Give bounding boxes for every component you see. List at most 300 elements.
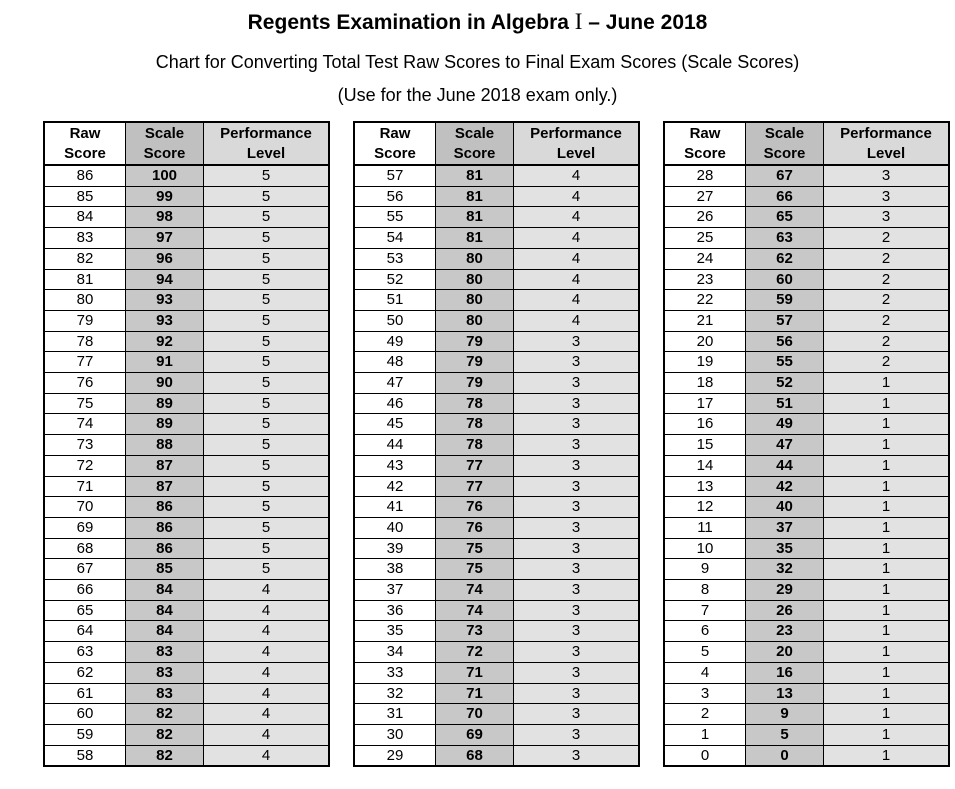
raw-score-cell: 29: [354, 745, 436, 766]
table-row: [664, 621, 949, 642]
scale-score-cell: 90: [126, 373, 204, 394]
table-row: [664, 745, 949, 766]
performance-level-cell: 2: [824, 331, 950, 352]
scale-score-cell: 72: [436, 642, 514, 663]
performance-level-cell: 5: [204, 248, 330, 269]
raw-score-cell: 55: [354, 207, 436, 228]
performance-level-cell: 3: [514, 724, 640, 745]
raw-score-cell: 39: [354, 538, 436, 559]
table-row: [354, 269, 639, 290]
raw-score-cell: 81: [44, 269, 126, 290]
table-row: [44, 414, 329, 435]
performance-level-header: [204, 122, 330, 165]
table-row: [664, 207, 949, 228]
performance-level-cell: 4: [204, 683, 330, 704]
scale-score-header: [436, 122, 514, 165]
table-row: [664, 290, 949, 311]
scale-score-cell: 97: [126, 228, 204, 249]
table-row: [44, 352, 329, 373]
performance-level-cell: 3: [514, 621, 640, 642]
table-row: [664, 310, 949, 331]
raw-score-cell: 84: [44, 207, 126, 228]
performance-level-cell: 1: [824, 621, 950, 642]
table-row: [44, 248, 329, 269]
performance-level-cell: 5: [204, 393, 330, 414]
scale-score-cell: 80: [436, 310, 514, 331]
performance-level-cell: 3: [514, 745, 640, 766]
performance-level-cell: 5: [204, 497, 330, 518]
table-row: [354, 621, 639, 642]
raw-score-cell: 1: [664, 724, 746, 745]
table-row: [44, 745, 329, 766]
table-row: [354, 186, 639, 207]
scale-score-cell: 82: [126, 724, 204, 745]
scale-score-cell: 42: [746, 476, 824, 497]
scale-score-cell: 77: [436, 455, 514, 476]
scale-score-cell: 68: [436, 745, 514, 766]
scale-score-cell: 83: [126, 662, 204, 683]
scale-score-cell: 76: [436, 517, 514, 538]
header-row: [44, 122, 329, 165]
raw-score-cell: 12: [664, 497, 746, 518]
table-row: [44, 331, 329, 352]
header-line: Score: [684, 144, 726, 162]
raw-score-cell: 6: [664, 621, 746, 642]
scale-score-cell: 88: [126, 435, 204, 456]
scale-score-cell: 100: [126, 165, 204, 186]
raw-score-cell: 77: [44, 352, 126, 373]
performance-level-cell: 5: [204, 352, 330, 373]
raw-score-cell: 44: [354, 435, 436, 456]
performance-level-cell: 4: [204, 724, 330, 745]
performance-level-cell: 1: [824, 580, 950, 601]
raw-score-cell: 59: [44, 724, 126, 745]
table-row: [44, 393, 329, 414]
page-title: [0, 9, 955, 35]
header-line: Raw: [689, 124, 721, 142]
table-row: [354, 352, 639, 373]
scale-score-cell: 96: [126, 248, 204, 269]
performance-level-cell: 3: [514, 517, 640, 538]
performance-level-cell: 5: [204, 269, 330, 290]
performance-level-cell: 5: [204, 517, 330, 538]
scale-score-cell: 81: [436, 165, 514, 186]
raw-score-cell: 24: [664, 248, 746, 269]
table-row: [44, 310, 329, 331]
raw-score-cell: 3: [664, 683, 746, 704]
scale-score-cell: 20: [746, 642, 824, 663]
header-line: Raw: [69, 124, 101, 142]
scale-score-cell: 79: [436, 352, 514, 373]
scale-score-cell: 99: [126, 186, 204, 207]
raw-score-cell: 51: [354, 290, 436, 311]
scale-score-cell: 13: [746, 683, 824, 704]
scale-score-cell: 81: [436, 228, 514, 249]
table-row: [354, 724, 639, 745]
raw-score-cell: 53: [354, 248, 436, 269]
conversion-tables-row: [43, 121, 955, 767]
performance-level-cell: 1: [824, 662, 950, 683]
raw-score-cell: 35: [354, 621, 436, 642]
performance-level-cell: 3: [514, 704, 640, 725]
raw-score-cell: 71: [44, 476, 126, 497]
table-row: [354, 662, 639, 683]
table-row: [44, 269, 329, 290]
table-row: [354, 393, 639, 414]
performance-level-cell: 1: [824, 517, 950, 538]
raw-score-cell: 20: [664, 331, 746, 352]
performance-level-cell: 5: [204, 476, 330, 497]
table-row: [664, 186, 949, 207]
header-line: Performance: [840, 124, 932, 142]
page-subtitle: Chart for Converting Total Test Raw Scores to Final Exam Scores (Scale Scores): [155, 52, 800, 72]
raw-score-cell: 14: [664, 455, 746, 476]
raw-score-cell: 45: [354, 414, 436, 435]
scale-score-cell: 56: [746, 331, 824, 352]
scale-score-cell: 84: [126, 580, 204, 601]
scale-score-cell: 23: [746, 621, 824, 642]
performance-level-cell: 1: [824, 435, 950, 456]
raw-score-cell: 4: [664, 662, 746, 683]
raw-score-cell: 36: [354, 600, 436, 621]
performance-level-cell: 5: [204, 228, 330, 249]
scale-score-cell: 91: [126, 352, 204, 373]
performance-level-cell: 1: [824, 373, 950, 394]
performance-level-cell: 5: [204, 538, 330, 559]
raw-score-cell: 63: [44, 642, 126, 663]
performance-level-cell: 3: [514, 455, 640, 476]
raw-score-header: [354, 122, 436, 165]
scale-score-cell: 59: [746, 290, 824, 311]
raw-score-cell: 85: [44, 186, 126, 207]
scale-score-cell: 60: [746, 269, 824, 290]
scale-score-cell: 52: [746, 373, 824, 394]
raw-score-cell: 11: [664, 517, 746, 538]
scale-score-cell: 81: [436, 207, 514, 228]
table-row: [354, 704, 639, 725]
header-line: Raw: [379, 124, 411, 142]
title-prefix: Regents Examination in Algebra: [247, 11, 575, 34]
performance-level-cell: 3: [514, 331, 640, 352]
scale-score-cell: 69: [436, 724, 514, 745]
scale-score-cell: 98: [126, 207, 204, 228]
header-line: Scale: [764, 124, 805, 142]
scale-score-cell: 75: [436, 559, 514, 580]
performance-level-cell: 4: [204, 621, 330, 642]
performance-level-cell: 5: [204, 373, 330, 394]
performance-level-cell: 1: [824, 600, 950, 621]
performance-level-cell: 1: [824, 745, 950, 766]
performance-level-cell: 2: [824, 352, 950, 373]
table-row: [354, 331, 639, 352]
raw-score-cell: 74: [44, 414, 126, 435]
performance-level-cell: 3: [824, 186, 950, 207]
table-row: [664, 373, 949, 394]
scale-score-cell: 80: [436, 269, 514, 290]
performance-level-cell: 3: [514, 662, 640, 683]
table-row: [354, 435, 639, 456]
performance-level-cell: 3: [514, 642, 640, 663]
scale-score-cell: 93: [126, 290, 204, 311]
table-row: [44, 517, 329, 538]
scale-score-cell: 86: [126, 517, 204, 538]
raw-score-cell: 62: [44, 662, 126, 683]
raw-score-cell: 5: [664, 642, 746, 663]
raw-score-header: [664, 122, 746, 165]
table-row: [664, 642, 949, 663]
scale-score-header: [126, 122, 204, 165]
performance-level-cell: 1: [824, 393, 950, 414]
table-row: [354, 310, 639, 331]
scale-score-cell: 87: [126, 476, 204, 497]
scale-score-cell: 78: [436, 414, 514, 435]
performance-level-cell: 4: [204, 662, 330, 683]
scale-score-cell: 73: [436, 621, 514, 642]
performance-level-cell: 5: [204, 435, 330, 456]
scale-score-cell: 80: [436, 248, 514, 269]
performance-level-cell: 3: [514, 538, 640, 559]
table-row: [664, 600, 949, 621]
scale-score-cell: 66: [746, 186, 824, 207]
performance-level-cell: 2: [824, 290, 950, 311]
raw-score-cell: 10: [664, 538, 746, 559]
table-row: [664, 476, 949, 497]
raw-score-cell: 26: [664, 207, 746, 228]
scale-score-cell: 84: [126, 600, 204, 621]
raw-score-cell: 79: [44, 310, 126, 331]
performance-level-cell: 4: [204, 642, 330, 663]
performance-level-cell: 1: [824, 704, 950, 725]
performance-level-header: [514, 122, 640, 165]
performance-level-cell: 4: [514, 310, 640, 331]
performance-level-cell: 4: [514, 186, 640, 207]
performance-level-cell: 5: [204, 331, 330, 352]
table-row: [44, 580, 329, 601]
raw-score-header: [44, 122, 126, 165]
scale-score-cell: 86: [126, 497, 204, 518]
raw-score-cell: 9: [664, 559, 746, 580]
table-row: [354, 476, 639, 497]
table-row: [44, 228, 329, 249]
table-row: [44, 373, 329, 394]
raw-score-cell: 19: [664, 352, 746, 373]
header-line: Scale: [454, 124, 495, 142]
performance-level-cell: 1: [824, 559, 950, 580]
performance-level-cell: 1: [824, 476, 950, 497]
table-row: [354, 559, 639, 580]
performance-level-cell: 2: [824, 228, 950, 249]
performance-level-cell: 2: [824, 248, 950, 269]
raw-score-cell: 49: [354, 331, 436, 352]
table-row: [44, 455, 329, 476]
scale-score-cell: 94: [126, 269, 204, 290]
table-row: [44, 642, 329, 663]
table-row: [44, 683, 329, 704]
table-row: [44, 559, 329, 580]
conversion-table-1: [43, 121, 330, 767]
raw-score-cell: 2: [664, 704, 746, 725]
scale-score-cell: 70: [436, 704, 514, 725]
table-row: [354, 683, 639, 704]
scale-score-cell: 47: [746, 435, 824, 456]
scale-score-cell: 78: [436, 435, 514, 456]
performance-level-cell: 5: [204, 186, 330, 207]
performance-level-cell: 3: [514, 559, 640, 580]
raw-score-cell: 50: [354, 310, 436, 331]
performance-level-cell: 4: [514, 248, 640, 269]
table-row: [664, 414, 949, 435]
scale-score-cell: 71: [436, 683, 514, 704]
raw-score-cell: 46: [354, 393, 436, 414]
scale-score-cell: 79: [436, 373, 514, 394]
scale-score-cell: 67: [746, 165, 824, 186]
table-row: [664, 269, 949, 290]
raw-score-cell: 22: [664, 290, 746, 311]
performance-level-cell: 3: [514, 600, 640, 621]
raw-score-cell: 76: [44, 373, 126, 394]
table-row: [664, 517, 949, 538]
raw-score-cell: 83: [44, 228, 126, 249]
raw-score-cell: 66: [44, 580, 126, 601]
table-row: [354, 228, 639, 249]
scale-score-cell: 76: [436, 497, 514, 518]
table-row: [354, 600, 639, 621]
table-row: [44, 435, 329, 456]
header-line: Scale: [144, 124, 185, 142]
header-line: Score: [453, 144, 496, 162]
header-line: Score: [374, 144, 416, 162]
header-line: Level: [866, 144, 906, 162]
table-row: [44, 704, 329, 725]
performance-level-cell: 5: [204, 310, 330, 331]
raw-score-cell: 23: [664, 269, 746, 290]
title-roman-numeral: I: [574, 9, 583, 34]
scale-score-cell: 93: [126, 310, 204, 331]
header-line: Performance: [530, 124, 622, 142]
raw-score-cell: 0: [664, 745, 746, 766]
table-row: [354, 414, 639, 435]
table-row: [664, 538, 949, 559]
raw-score-cell: 65: [44, 600, 126, 621]
performance-level-cell: 4: [514, 207, 640, 228]
table-row: [664, 165, 949, 186]
raw-score-cell: 86: [44, 165, 126, 186]
raw-score-cell: 52: [354, 269, 436, 290]
performance-level-cell: 1: [824, 414, 950, 435]
raw-score-cell: 42: [354, 476, 436, 497]
scale-score-cell: 9: [746, 704, 824, 725]
header-line: Score: [763, 144, 806, 162]
scale-score-cell: 78: [436, 393, 514, 414]
table-row: [354, 373, 639, 394]
table-row: [354, 207, 639, 228]
raw-score-cell: 30: [354, 724, 436, 745]
performance-level-cell: 5: [204, 414, 330, 435]
table-row: [664, 393, 949, 414]
scale-score-cell: 81: [436, 186, 514, 207]
table-row: [44, 538, 329, 559]
raw-score-cell: 25: [664, 228, 746, 249]
table-row: [44, 497, 329, 518]
table-row: [44, 600, 329, 621]
performance-level-header: [824, 122, 950, 165]
performance-level-cell: 1: [824, 724, 950, 745]
raw-score-cell: 78: [44, 331, 126, 352]
raw-score-cell: 43: [354, 455, 436, 476]
conversion-table-3: [663, 121, 950, 767]
performance-level-cell: 3: [514, 414, 640, 435]
scale-score-cell: 89: [126, 393, 204, 414]
table-row: [44, 165, 329, 186]
raw-score-cell: 41: [354, 497, 436, 518]
scale-score-cell: 40: [746, 497, 824, 518]
raw-score-cell: 18: [664, 373, 746, 394]
raw-score-cell: 68: [44, 538, 126, 559]
performance-level-cell: 3: [514, 476, 640, 497]
raw-score-cell: 21: [664, 310, 746, 331]
title-suffix: – June 2018: [582, 11, 708, 34]
page-header: [0, 0, 955, 106]
performance-level-cell: 4: [204, 704, 330, 725]
scale-score-cell: 80: [436, 290, 514, 311]
performance-level-cell: 3: [514, 580, 640, 601]
table-row: [354, 290, 639, 311]
performance-level-cell: 2: [824, 310, 950, 331]
table-row: [354, 538, 639, 559]
scale-score-cell: 57: [746, 310, 824, 331]
raw-score-cell: 60: [44, 704, 126, 725]
header-line: Score: [64, 144, 106, 162]
raw-score-cell: 69: [44, 517, 126, 538]
raw-score-cell: 15: [664, 435, 746, 456]
performance-level-cell: 4: [514, 165, 640, 186]
table-row: [354, 642, 639, 663]
table-row: [354, 248, 639, 269]
raw-score-cell: 64: [44, 621, 126, 642]
scale-score-cell: 89: [126, 414, 204, 435]
performance-level-cell: 1: [824, 683, 950, 704]
raw-score-cell: 8: [664, 580, 746, 601]
raw-score-cell: 73: [44, 435, 126, 456]
table-row: [664, 352, 949, 373]
performance-level-cell: 3: [514, 393, 640, 414]
header-row: [354, 122, 639, 165]
table-row: [664, 228, 949, 249]
raw-score-cell: 67: [44, 559, 126, 580]
header-line: Level: [556, 144, 596, 162]
table-row: [44, 724, 329, 745]
performance-level-cell: 1: [824, 642, 950, 663]
table-row: [664, 435, 949, 456]
raw-score-cell: 47: [354, 373, 436, 394]
performance-level-cell: 1: [824, 538, 950, 559]
table-row: [664, 248, 949, 269]
scale-score-cell: 16: [746, 662, 824, 683]
raw-score-cell: 37: [354, 580, 436, 601]
table-row: [44, 207, 329, 228]
scale-score-cell: 74: [436, 600, 514, 621]
raw-score-cell: 72: [44, 455, 126, 476]
performance-level-cell: 3: [514, 373, 640, 394]
raw-score-cell: 48: [354, 352, 436, 373]
raw-score-cell: 80: [44, 290, 126, 311]
performance-level-cell: 2: [824, 269, 950, 290]
performance-level-cell: 1: [824, 455, 950, 476]
header-line: Level: [246, 144, 286, 162]
performance-level-cell: 5: [204, 559, 330, 580]
scale-score-cell: 35: [746, 538, 824, 559]
raw-score-cell: 58: [44, 745, 126, 766]
